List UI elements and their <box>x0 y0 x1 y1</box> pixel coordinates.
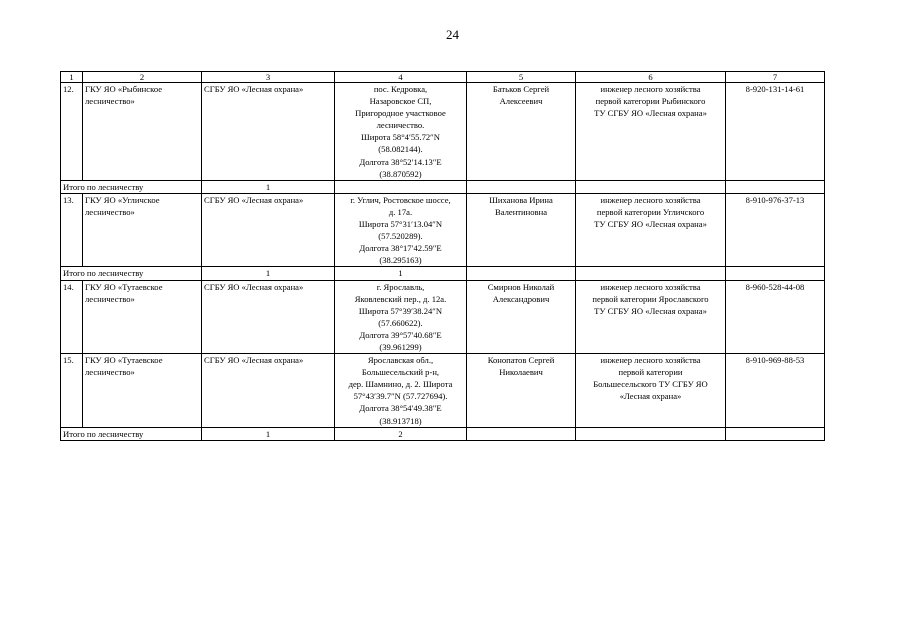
phone: 8-910-976-37-13 <box>726 193 825 267</box>
empty-cell <box>467 267 576 280</box>
table-row <box>61 280 825 354</box>
table-row <box>61 83 825 181</box>
total-row <box>61 427 825 440</box>
total-count: 1 <box>202 180 335 193</box>
total-row <box>61 267 825 280</box>
table-row <box>61 193 825 267</box>
row-number: 14. <box>61 280 83 354</box>
empty-cell <box>726 180 825 193</box>
row-number: 15. <box>61 354 83 428</box>
total-count: 2 <box>335 427 467 440</box>
forestry-name: ГКУ ЯО «Тутаевское лесничество» <box>83 280 202 354</box>
column-header: 1 <box>61 72 83 83</box>
address: г. Углич, Ростовское шоссе, д. 17а. Широта 57°31′13.04″N (57.520289). Долгота 38°17′42.59″E (38.295163) <box>335 193 467 267</box>
total-label: Итого по лесничеству <box>61 180 202 193</box>
column-header: 5 <box>467 72 576 83</box>
empty-cell <box>467 427 576 440</box>
position: инженер лесного хозяйства первой категории Большесельского ТУ СГБУ ЯО «Лесная охрана» <box>576 354 726 428</box>
organization: СГБУ ЯО «Лесная охрана» <box>202 354 335 428</box>
forestry-table <box>60 71 825 441</box>
total-count: 1 <box>202 267 335 280</box>
empty-cell <box>576 427 726 440</box>
organization: СГБУ ЯО «Лесная охрана» <box>202 193 335 267</box>
total-count: 1 <box>335 267 467 280</box>
organization: СГБУ ЯО «Лесная охрана» <box>202 83 335 181</box>
responsible-person: Конопатов Сергей Николаевич <box>467 354 576 428</box>
total-count: 1 <box>202 427 335 440</box>
forestry-name: ГКУ ЯО «Угличское лесничество» <box>83 193 202 267</box>
address: Ярославская обл., Большесельский р-н, дер. Шамнино, д. 2. Широта 57°43′39.7″N (57.727694). Долгота 38°54′49.38″E (38.913718) <box>335 354 467 428</box>
forestry-name: ГКУ ЯО «Рыбинское лесничество» <box>83 83 202 181</box>
empty-cell <box>576 267 726 280</box>
total-label: Итого по лесничеству <box>61 267 202 280</box>
phone: 8-920-131-14-61 <box>726 83 825 181</box>
empty-cell <box>726 427 825 440</box>
row-number: 12. <box>61 83 83 181</box>
responsible-person: Смирнов Николай Александрович <box>467 280 576 354</box>
column-number-row <box>61 72 825 83</box>
total-row <box>61 180 825 193</box>
phone: 8-910-969-88-53 <box>726 354 825 428</box>
empty-cell <box>576 180 726 193</box>
empty-cell <box>726 267 825 280</box>
position: инженер лесного хозяйства первой категории Угличского ТУ СГБУ ЯО «Лесная охрана» <box>576 193 726 267</box>
column-header: 2 <box>83 72 202 83</box>
phone: 8-960-528-44-08 <box>726 280 825 354</box>
address: г. Ярославль, Яковлевский пер., д. 12а. Широта 57°39′38.24″N (57.660622). Долгота 39°57′40.68″E (39.961299) <box>335 280 467 354</box>
column-header: 3 <box>202 72 335 83</box>
forestry-name: ГКУ ЯО «Тутаевское лесничество» <box>83 354 202 428</box>
total-label: Итого по лесничеству <box>61 427 202 440</box>
responsible-person: Шиханова Ирина Валентиновна <box>467 193 576 267</box>
address: пос. Кедровка, Назаровское СП, Пригородное участковое лесничество. Широта 58°4′55.72″N (58.082144). Долгота 38°52′14.13″E (38.870592) <box>335 83 467 181</box>
position: инженер лесного хозяйства первой категории Рыбинского ТУ СГБУ ЯО «Лесная охрана» <box>576 83 726 181</box>
row-number: 13. <box>61 193 83 267</box>
empty-cell <box>467 180 576 193</box>
page-number: 24 <box>446 27 459 42</box>
organization: СГБУ ЯО «Лесная охрана» <box>202 280 335 354</box>
column-header: 7 <box>726 72 825 83</box>
responsible-person: Батьков Сергей Алексеевич <box>467 83 576 181</box>
column-header: 6 <box>576 72 726 83</box>
position: инженер лесного хозяйства первой категории Ярославского ТУ СГБУ ЯО «Лесная охрана» <box>576 280 726 354</box>
column-header: 4 <box>335 72 467 83</box>
total-count <box>335 180 467 193</box>
table-row <box>61 354 825 428</box>
